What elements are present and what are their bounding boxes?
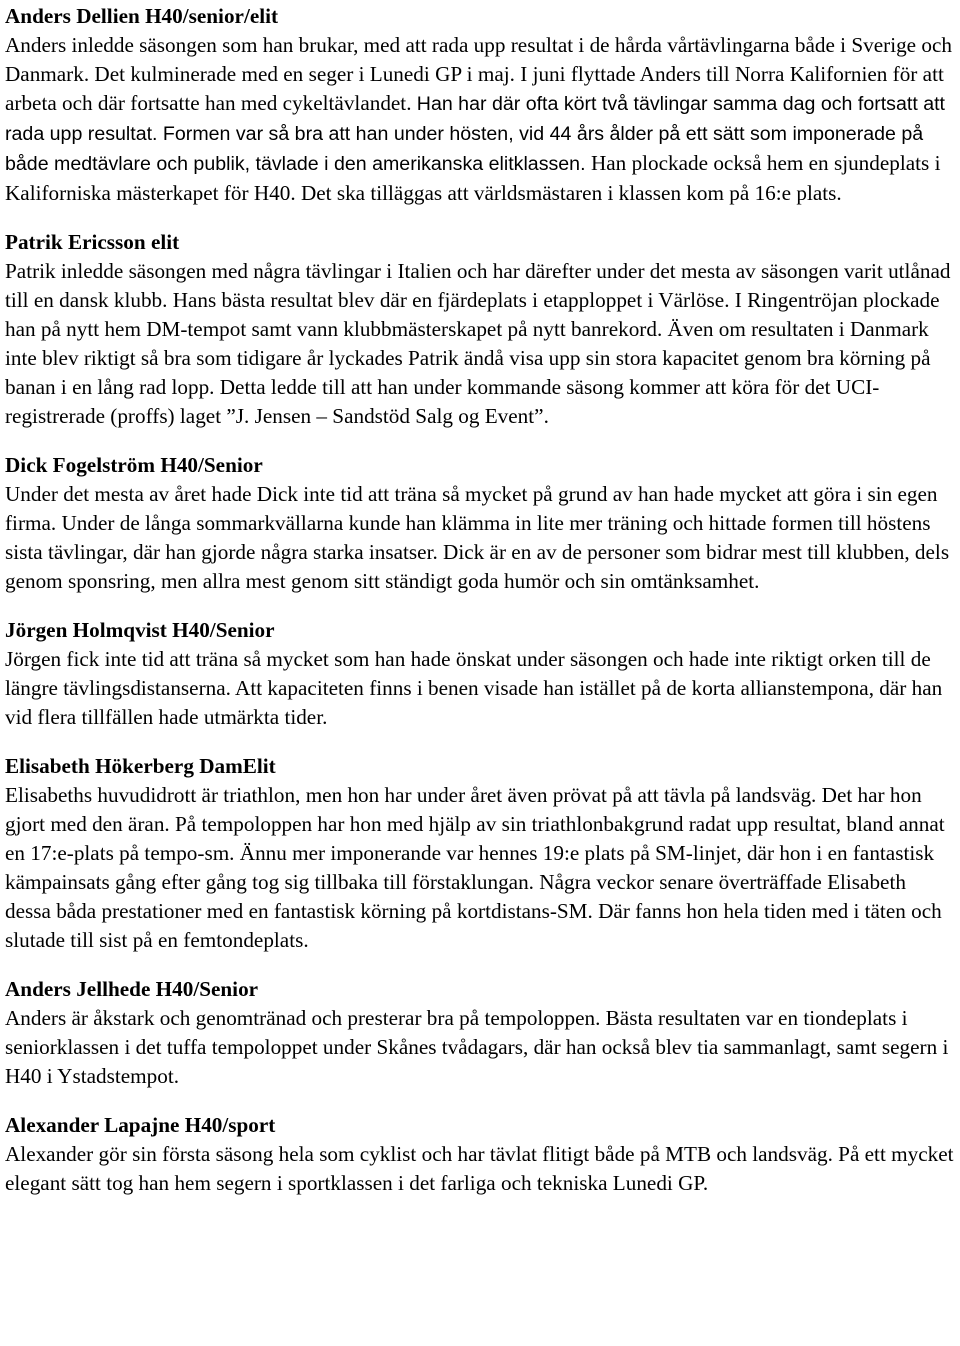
body-run: Han plockade också hem en sjundeplats i Kaliforniska mästerkapet för H40. Det ska tilläggas att världsmästaren i klassen kom på 16:e plats.: [5, 151, 941, 205]
section-body: Anders är åkstark och genomtränad och presterar bra på tempoloppen. Bästa resultaten var en tiondeplats i seniorklassen i det tuffa tempoloppet under Skånes tvådagars, där han också blev tia sammanlagt, samt segern i H40 i Ystadstempot.: [5, 1006, 949, 1088]
section-body: Under det mesta av året hade Dick inte tid att träna så mycket på grund av han hade mycket att göra i sin egen firma. Under de långa sommarkvällarna kunde han klämma in lite mer träning och hittade formen till höstens sista tävlingar, där han gjorde några starka insatser. Dick är en av de personer som bidrar mest till klubben, dels genom sponsring, men allra mest genom sitt ständigt goda humör och sin omtänksamhet.: [5, 482, 950, 593]
section-body: Elisabeths huvudidrott är triathlon, men hon har under året även prövat på att tävla på landsväg. Det har hon gjort med den äran. På tempoloppen har hon med hjälp av sin triathlonbakgrund radat upp resultat, bland annat en 17:e-plats på tempo-sm. Ännu mer imponerande var hennes 19:e plats på SM-linjet, där hon i en fantastisk kämpainsats gång efter gång tog sig tillbaka till förstaklungan. Några veckor senare överträffade Elisabeth dessa båda prestationer med en fantastisk körning på kortdistans-SM. Där fanns hon hela tiden med i täten och slutade till sist på en femtondeplats.: [5, 783, 945, 952]
section-heading: Jörgen Holmqvist H40/Senior: [5, 618, 275, 642]
rider-section-dick-fogelstrom: [5, 451, 957, 596]
rider-section-anders-jellhede: [5, 975, 957, 1091]
rider-section-anders-dellien: [5, 2, 957, 208]
section-heading: Anders Jellhede H40/Senior: [5, 977, 259, 1001]
section-body: Jörgen fick inte tid att träna så mycket som han hade önskat under säsongen och hade inte riktigt orken till de längre tävlingsdistanserna. Att kapaciteten finns i benen visade han istället på de korta allianstempona, där han vid flera tillfällen hade utmärkta tider.: [5, 647, 943, 729]
section-body: Alexander gör sin första säsong hela som cyklist och har tävlat flitigt både på MTB och landsväg. På ett mycket elegant sätt tog han hem segern i sportklassen i det farliga och tekniska Lunedi GP.: [5, 1142, 954, 1195]
rider-section-patrik-ericsson: [5, 228, 957, 431]
section-heading: Alexander Lapajne H40/sport: [5, 1113, 276, 1137]
section-heading: Anders Dellien H40/senior/elit: [5, 4, 279, 28]
section-heading: Elisabeth Hökerberg DamElit: [5, 754, 276, 778]
section-body: [5, 31, 957, 208]
section-heading: Patrik Ericsson elit: [5, 230, 180, 254]
section-body: Patrik inledde säsongen med några tävlingar i Italien och har därefter under det mesta av säsongen varit utlånad till en dansk klubb. Hans bästa resultat blev där en fjärdeplats i etapploppet i Värlöse. I Ringentröjan plockade han på nytt hem DM-tempot samt vann klubbmästerskapet på nytt banrekord. Även om resultaten i Danmark inte blev riktigt så bra som tidigare år lyckades Patrik ändå visa upp sin stora kapacitet genom bra körning på banan i en lång rad lopp. Detta ledde till att han under kommande säsong kommer att köra för det UCI-registrerade (proffs) laget ”J. Jensen – Sandstöd Salg og Event”.: [5, 259, 951, 428]
document-page: [5, 2, 957, 1218]
rider-section-jorgen-holmqvist: [5, 616, 957, 732]
rider-section-alexander-lapajne: [5, 1111, 957, 1198]
body-run: Anders inledde säsongen som han brukar, med att rada upp resultat i de hårda vårtävlingarna både i Sverige och Danmark. Det kulminerade med en seger i Lunedi GP i maj. I juni flyttade Anders till Norra Kalifornien för att arbeta och där fortsatte han med cykeltävlandet.: [5, 33, 952, 115]
rider-section-elisabeth-hokerberg: [5, 752, 957, 955]
body-run: Han har där ofta kört två tävlingar samma dag och fortsatt att rada upp resultat. Formen var så bra att han under hösten, vid 44 års ålder på ett sätt som imponerade på både medtävlare och publik, tävlade i den amerikanska elitklassen.: [5, 93, 945, 175]
section-heading: Dick Fogelström H40/Senior: [5, 453, 263, 477]
